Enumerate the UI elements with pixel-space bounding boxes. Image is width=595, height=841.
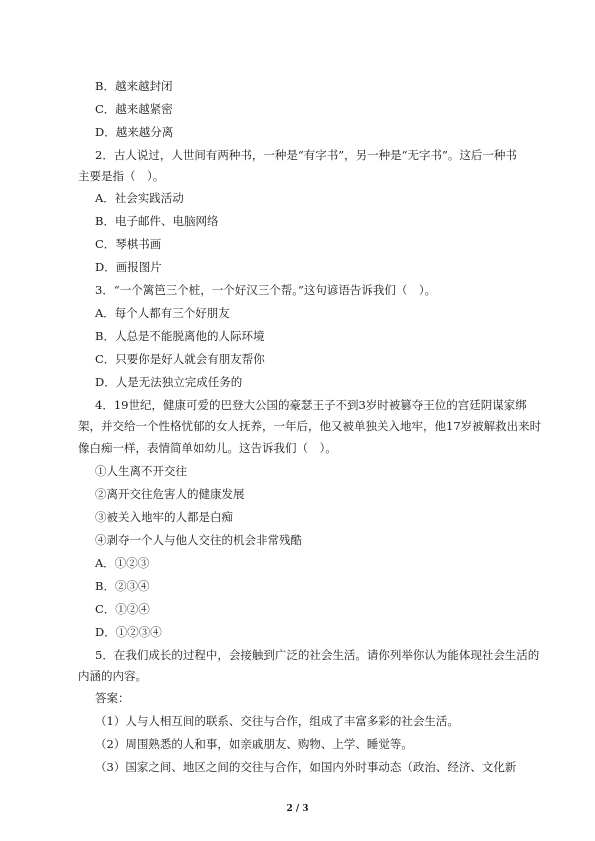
option-b: B．②③④ — [95, 579, 150, 593]
option-d: D．越来越分离 — [95, 125, 174, 139]
option-a: A．①②③ — [95, 556, 150, 570]
question-4: 4．19世纪，健康可爱的巴登大公国的豪瑟王子不到3岁时被篡夺王位的宫廷阴谋家绑 — [95, 398, 527, 412]
option-c: C．①②④ — [95, 602, 150, 616]
answer-2: （2）周围熟悉的人和事，如亲戚朋友、购物、上学、睡觉等。 — [95, 737, 413, 751]
option-b: B．人总是不能脱离他的人际环境 — [95, 329, 265, 343]
statement-1: ①人生离不开交往 — [95, 464, 187, 478]
option-d: D．①②③④ — [95, 625, 162, 639]
question-2-cont: 主要是指（ ）。 — [78, 169, 165, 183]
question-5: 5．在我们成长的过程中，会接触到广泛的社会生活。请你列举你认为能体现社会生活的 — [95, 648, 540, 662]
option-b: B．越来越封闭 — [95, 79, 173, 93]
option-d: D．画报图片 — [95, 260, 162, 274]
question-4-cont: 架，并交给一个性格忧郁的女人抚养，一年后，他又被单独关入地牢，他17岁被解救出来时 — [78, 419, 542, 433]
option-c: C．越来越紧密 — [95, 102, 173, 116]
statement-2: ②离开交往危害人的健康发展 — [95, 487, 245, 501]
question-5-cont: 内涵的内容。 — [78, 669, 147, 683]
option-c: C．只要你是好人就会有朋友帮你 — [95, 352, 265, 366]
option-a: A．社会实践活动 — [95, 191, 184, 205]
option-b: B．电子邮件、电脑网络 — [95, 214, 219, 228]
question-4-cont: 像白痴一样，表情简单如幼儿。这告诉我们（ ）。 — [78, 441, 337, 455]
statement-4: ④剥夺一个人与他人交往的机会非常残酷 — [95, 533, 302, 547]
answer-1: （1）人与人相互间的联系、交往与合作，组成了丰富多彩的社会生活。 — [95, 714, 459, 728]
question-2: 2．古人说过，人世间有两种书，一种是“有字书”，另一种是“无字书”。这后一种书 — [95, 148, 517, 162]
page-number: 2 / 3 — [286, 804, 309, 814]
question-3: 3．“一个篱笆三个桩，一个好汉三个帮。”这句谚语告诉我们（ ）。 — [95, 283, 437, 297]
answer-label: 答案： — [95, 691, 130, 705]
statement-3: ③被关入地牢的人都是白痴 — [95, 510, 233, 524]
option-d: D．人是无法独立完成任务的 — [95, 375, 243, 389]
option-a: A．每个人都有三个好朋友 — [95, 306, 230, 320]
option-c: C．琴棋书画 — [95, 237, 162, 251]
answer-3: （3）国家之间、地区之间的交往与合作，如国内外时事动态（政治、经济、文化新 — [95, 760, 517, 774]
